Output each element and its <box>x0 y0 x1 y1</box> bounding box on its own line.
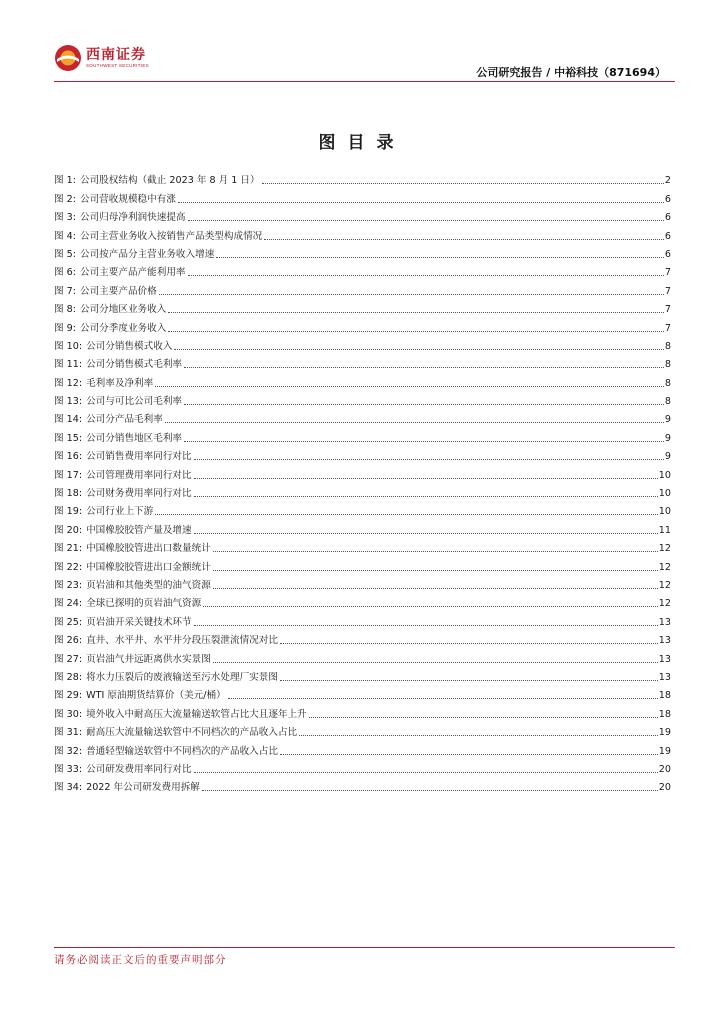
toc-dot-leader <box>155 386 664 387</box>
toc-dot-leader <box>155 514 658 515</box>
toc-entry-label: 图 15: <box>54 432 83 444</box>
toc-entry-page: 12 <box>658 561 671 573</box>
toc-entry-page: 13 <box>658 653 671 665</box>
toc-entry[interactable] <box>54 721 671 739</box>
toc-dot-leader <box>165 422 664 423</box>
toc-entry-caption: 境外收入中耐高压大流量输送软管占比大且逐年上升 <box>86 708 307 720</box>
toc-dot-leader <box>168 312 664 313</box>
toc-entry-caption: 公司与可比公司毛利率 <box>86 396 183 408</box>
toc-entry-page: 10 <box>658 488 671 500</box>
toc-entry-caption: 公司分销售模式收入 <box>86 340 173 352</box>
toc-entry-caption: 2022 年公司研发费用拆解 <box>86 782 200 794</box>
toc-entry-page: 10 <box>658 469 671 481</box>
toc-entry[interactable] <box>54 316 671 334</box>
toc-dot-leader <box>213 570 658 571</box>
toc-entry-page: 7 <box>664 322 671 334</box>
toc-entry-label: 图 32: <box>54 745 83 757</box>
toc-entry-label: 图 33: <box>54 763 83 775</box>
toc-dot-leader <box>194 625 658 626</box>
page-header <box>54 40 670 80</box>
toc-entry[interactable] <box>54 463 671 481</box>
toc-dot-leader <box>194 772 658 773</box>
toc-entry-page: 19 <box>658 745 671 757</box>
toc-dot-leader <box>216 257 664 258</box>
toc-entry[interactable] <box>54 500 671 518</box>
toc-entry-label: 图 10: <box>54 340 83 352</box>
toc-entry-caption: 页岩油开采关键技术环节 <box>86 616 192 628</box>
toc-entry-page: 13 <box>658 671 671 683</box>
toc-entry-page: 11 <box>658 524 671 536</box>
toc-entry-label: 图 22: <box>54 561 83 573</box>
toc-entry-page: 19 <box>658 727 671 739</box>
toc-dot-leader <box>184 367 664 368</box>
toc-entry-label: 图 20: <box>54 524 83 536</box>
toc-entry[interactable] <box>54 187 671 205</box>
toc-entry-label: 图 34: <box>54 782 83 794</box>
toc-entry-label: 图 30: <box>54 708 83 720</box>
toc-entry-page: 13 <box>658 635 671 647</box>
toc-entry-caption: 公司分销售地区毛利率 <box>86 432 183 444</box>
footer-divider <box>54 947 675 948</box>
page-title: 图目录 <box>318 133 406 153</box>
toc-entry-label: 图 21: <box>54 543 83 555</box>
toc-entry[interactable] <box>54 666 671 684</box>
toc-dot-leader <box>309 717 658 718</box>
toc-entry-caption: 直井、水平井、水平井分段压裂泄流情况对比 <box>86 635 278 647</box>
toc-entry-page: 13 <box>658 616 671 628</box>
toc-entry-caption: 公司主要产品产能利用率 <box>79 267 186 279</box>
report-info: 公司研究报告 / 中裕科技（871694） <box>476 66 666 79</box>
toc-dot-leader <box>202 790 658 791</box>
toc-dot-leader <box>280 680 658 681</box>
toc-dot-leader <box>174 349 663 350</box>
toc-entry[interactable] <box>54 739 671 757</box>
toc-entry[interactable] <box>54 574 671 592</box>
toc-entry-page: 12 <box>658 579 671 591</box>
toc-entry-label: 图 4: <box>54 230 76 242</box>
toc-entry-caption: 公司营收规模稳中有涨 <box>79 193 176 205</box>
toc-entry-label: 图 24: <box>54 598 83 610</box>
toc-entry[interactable] <box>54 279 671 297</box>
logo-english-name: SOUTHWEST SECURITIES <box>86 63 149 68</box>
toc-entry-page: 6 <box>664 193 671 205</box>
toc-entry-page: 7 <box>664 285 671 297</box>
toc-dot-leader <box>203 606 658 607</box>
toc-entry-caption: 公司分季度业务收入 <box>79 322 167 334</box>
toc-entry-label: 图 6: <box>54 267 76 279</box>
toc-entry-page: 7 <box>664 267 671 279</box>
toc-entry-label: 图 2: <box>54 193 76 205</box>
toc-entry-page: 8 <box>664 396 671 408</box>
toc-entry-label: 图 12: <box>54 377 83 389</box>
toc-entry-page: 8 <box>664 340 671 352</box>
toc-entry-page: 10 <box>658 506 671 518</box>
toc-dot-leader <box>213 551 658 552</box>
toc-dot-leader <box>213 662 658 663</box>
toc-entry-caption: 页岩油气井远距离供水实景图 <box>86 653 211 665</box>
toc-entry[interactable] <box>54 482 671 500</box>
toc-entry-caption: 全球已探明的页岩油气资源 <box>86 598 202 610</box>
toc-entry-page: 8 <box>664 359 671 371</box>
toc-entry-label: 图 9: <box>54 322 76 334</box>
toc-entry-caption: 公司分地区业务收入 <box>79 304 167 316</box>
toc-dot-leader <box>213 588 658 589</box>
toc-dot-leader <box>194 496 658 497</box>
toc-entry-page: 2 <box>664 175 671 187</box>
toc-entry[interactable] <box>54 555 671 573</box>
company-logo <box>54 44 149 72</box>
toc-dot-leader <box>228 698 658 699</box>
toc-entry-label: 图 5: <box>54 248 76 260</box>
toc-entry-caption: 公司管理费用率同行对比 <box>86 469 192 481</box>
toc-entry[interactable] <box>54 684 671 702</box>
toc-entry-page: 20 <box>658 763 671 775</box>
toc-entry-label: 图 8: <box>54 304 76 316</box>
toc-entry[interactable] <box>54 206 671 224</box>
toc-entry-label: 图 17: <box>54 469 83 481</box>
toc-entry[interactable] <box>54 371 671 389</box>
toc-entry-page: 18 <box>658 690 671 702</box>
toc-entry-label: 图 13: <box>54 396 83 408</box>
toc-entry-caption: 公司主要产品价格 <box>79 285 157 297</box>
toc-entry-page: 20 <box>658 782 671 794</box>
toc-dot-leader <box>184 441 664 442</box>
toc-entry-label: 图 16: <box>54 451 83 463</box>
toc-entry-label: 图 7: <box>54 285 76 297</box>
toc-dot-leader <box>194 478 658 479</box>
toc-dot-leader <box>184 404 664 405</box>
toc-dot-leader <box>264 239 664 240</box>
toc-entry[interactable] <box>54 629 671 647</box>
toc-entry-label: 图 23: <box>54 579 83 591</box>
toc-entry-caption: 公司行业上下游 <box>86 506 154 518</box>
toc-entry-page: 9 <box>664 451 671 463</box>
toc-dot-leader <box>280 643 658 644</box>
toc-entry[interactable] <box>54 647 671 665</box>
toc-entry-page: 18 <box>658 708 671 720</box>
logo-chinese-name: 西南证券 <box>86 47 146 63</box>
toc-entry-label: 图 31: <box>54 727 83 739</box>
toc-entry-label: 图 27: <box>54 653 83 665</box>
toc-entry[interactable] <box>54 243 671 261</box>
toc-entry-caption: 公司主营业务收入按销售产品类型构成情况 <box>79 230 263 242</box>
toc-entry-caption: WTI 原油期货结算价（美元/桶） <box>86 690 226 702</box>
footer-disclaimer: 请务必阅读正文后的重要声明部分 <box>54 954 227 966</box>
toc-dot-leader <box>194 459 664 460</box>
toc-entry-caption: 公司销售费用率同行对比 <box>86 451 192 463</box>
toc-dot-leader <box>194 533 658 534</box>
toc-entry-caption: 毛利率及净利率 <box>86 377 154 389</box>
toc-entry-caption: 普通轻型输送软管中不同档次的产品收入占比 <box>86 745 278 757</box>
toc-entry-label: 图 19: <box>54 506 83 518</box>
toc-entry-caption: 中国橡胶胶管进出口金额统计 <box>86 561 211 573</box>
toc-dot-leader <box>188 220 664 221</box>
toc-entry-caption: 公司研发费用率同行对比 <box>86 763 192 775</box>
toc-entry-page: 12 <box>658 598 671 610</box>
toc-entry-caption: 公司股权结构（截止 2023 年 8 月 1 日） <box>79 175 260 187</box>
toc-entry-caption: 公司归母净利润快速提高 <box>79 212 186 224</box>
toc-entry-label: 图 14: <box>54 414 83 426</box>
toc-dot-leader <box>159 294 664 295</box>
toc-entry-caption: 公司按产品分主营业务收入增速 <box>79 248 215 260</box>
toc-entry[interactable] <box>54 169 671 187</box>
toc-entry[interactable] <box>54 758 671 776</box>
toc-entry[interactable] <box>54 776 671 794</box>
toc-dot-leader <box>280 754 658 755</box>
toc-entry[interactable] <box>54 445 671 463</box>
toc-entry-caption: 中国橡胶胶管进出口数量统计 <box>86 543 211 555</box>
toc-entry-caption: 公司分销售模式毛利率 <box>86 359 183 371</box>
toc-entry-page: 7 <box>664 304 671 316</box>
toc-entry[interactable] <box>54 518 671 536</box>
toc-entry[interactable] <box>54 261 671 279</box>
toc-dot-leader <box>178 202 664 203</box>
toc-dot-leader <box>188 275 664 276</box>
toc-entry-label: 图 28: <box>54 671 83 683</box>
toc-entry[interactable] <box>54 702 671 720</box>
toc-entry-caption: 将水力压裂后的废液输送至污水处理厂实景图 <box>86 671 278 683</box>
toc-dot-leader <box>168 331 664 332</box>
toc-entry-label: 图 18: <box>54 488 83 500</box>
toc-dot-leader <box>262 183 664 184</box>
toc-entry-page: 9 <box>664 414 671 426</box>
toc-entry-caption: 公司分产品毛利率 <box>86 414 163 426</box>
toc-entry-page: 9 <box>664 432 671 444</box>
toc-entry-caption: 公司财务费用率同行对比 <box>86 488 192 500</box>
toc-entry-page: 6 <box>664 248 671 260</box>
toc-entry-page: 8 <box>664 377 671 389</box>
toc-entry[interactable] <box>54 335 671 353</box>
figure-toc-list <box>54 169 671 794</box>
toc-entry[interactable] <box>54 408 671 426</box>
toc-entry[interactable] <box>54 298 671 316</box>
toc-entry-label: 图 29: <box>54 690 83 702</box>
toc-entry-page: 12 <box>658 543 671 555</box>
toc-entry[interactable] <box>54 353 671 371</box>
toc-entry[interactable] <box>54 426 671 444</box>
toc-entry-page: 6 <box>664 212 671 224</box>
toc-entry[interactable] <box>54 592 671 610</box>
toc-entry-label: 图 1: <box>54 175 76 187</box>
toc-dot-leader <box>299 735 658 736</box>
toc-entry-label: 图 26: <box>54 635 83 647</box>
toc-entry-label: 图 3: <box>54 212 76 224</box>
toc-entry[interactable] <box>54 390 671 408</box>
toc-entry[interactable] <box>54 224 671 242</box>
header-divider <box>54 81 675 82</box>
toc-entry-caption: 耐高压大流量输送软管中不同档次的产品收入占比 <box>86 727 298 739</box>
toc-entry-caption: 中国橡胶胶管产量及增速 <box>86 524 192 536</box>
toc-entry[interactable] <box>54 537 671 555</box>
toc-entry-caption: 页岩油和其他类型的油气资源 <box>86 579 211 591</box>
toc-entry[interactable] <box>54 610 671 628</box>
toc-entry-label: 图 25: <box>54 616 83 628</box>
logo-icon <box>54 44 82 72</box>
toc-entry-page: 6 <box>664 230 671 242</box>
toc-entry-label: 图 11: <box>54 359 83 371</box>
